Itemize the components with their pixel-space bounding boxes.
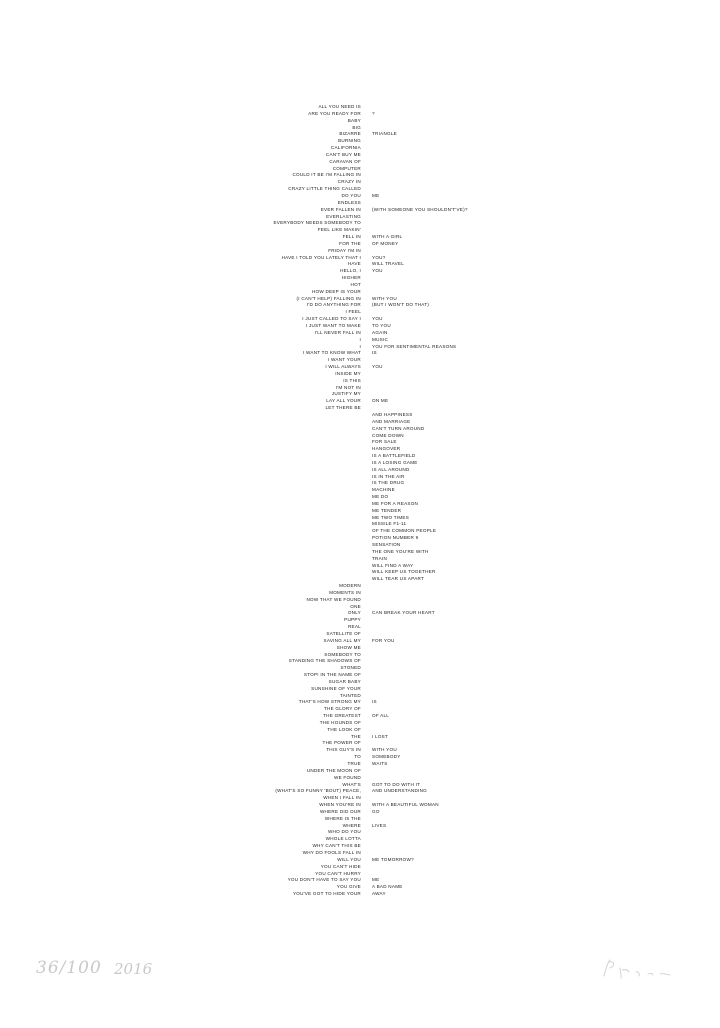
poem-line: [0, 439, 720, 446]
poem-line: [0, 207, 720, 214]
poem-line-left: WHEN YOU'RE IN: [319, 802, 361, 808]
poem-line-right: ME TOMORROW?: [372, 856, 414, 862]
poem-line-left: THE HOUNDS OF: [319, 719, 361, 725]
poem-line: [0, 480, 720, 487]
poem-line-left: EVERLASTING: [326, 213, 361, 219]
poem-line-right: MACHINE: [372, 487, 395, 493]
poem-line: [0, 131, 720, 138]
poem-line-left: SHOW ME: [336, 644, 361, 650]
poem-line-right: A BAD NAME: [372, 884, 403, 890]
poem-line: [0, 172, 720, 179]
poem-line: [0, 788, 720, 795]
poem-line: [0, 296, 720, 303]
poem-line-right: ?: [372, 110, 375, 116]
poem-line-left: LET THERE BE: [325, 405, 361, 411]
poem-line-left: THE GLORY OF: [323, 706, 361, 712]
poem-line-left: MOMENTS IN: [329, 589, 361, 595]
poem-line: [0, 836, 720, 843]
poem-line: [0, 521, 720, 528]
poem-line-left: WE FOUND: [333, 774, 361, 780]
poem-line-right: FOR YOU: [372, 637, 395, 643]
poem-line: [0, 241, 720, 248]
poem-line: [0, 638, 720, 645]
poem-line: [0, 220, 720, 227]
poem-line-left: THE: [351, 733, 361, 739]
poem-line: [0, 617, 720, 624]
poem-line-right: TRIANGLE: [372, 131, 397, 137]
poem-line: [0, 302, 720, 309]
poem-line-right: (WITH SOMEONE YOU SHOULDN'T'VE)?: [372, 206, 468, 212]
poem-line: [0, 289, 720, 296]
poem-line: [0, 275, 720, 282]
poem-line: [0, 186, 720, 193]
poem-line: [0, 166, 720, 173]
poem-line: [0, 371, 720, 378]
poem-line: [0, 542, 720, 549]
poem-line-right: TO YOU: [372, 323, 391, 328]
poem-line-left: I FEEL: [345, 309, 361, 315]
poem-line-right: POTION NUMBER 9: [372, 535, 419, 541]
poem-line: [0, 248, 720, 255]
poem-line-left: WHY DO FOOLS FALL IN: [302, 849, 361, 855]
poem-line: [0, 864, 720, 871]
poem-line-left: LAY ALL YOUR: [326, 398, 361, 404]
poem-line-right: (BUT I WON'T DO THAT): [372, 302, 430, 308]
poem-line: [0, 549, 720, 556]
poem-line-right: COME DOWN: [372, 432, 404, 438]
poem-line-left: WILL YOU: [337, 856, 361, 862]
poem-line: [0, 138, 720, 145]
poem-line: [0, 699, 720, 706]
poem-line-left: HAVE I TOLD YOU LATELY THAT I: [281, 254, 361, 260]
poem-line-right: YOU: [372, 316, 383, 322]
poem-line: [0, 535, 720, 542]
poem-line: [0, 645, 720, 652]
poem-line: [0, 118, 720, 125]
poem-line-right: ME TENDER: [372, 507, 402, 513]
poem-line: [0, 261, 720, 268]
poem-line-right: ME FOR A REASON: [372, 500, 419, 506]
poem-line-left: IS THIS: [343, 377, 361, 383]
poem-line-left: BABY: [347, 117, 361, 123]
poem-line-left: WHO DO YOU: [327, 829, 361, 835]
poem-line-left: SOMEBODY TO: [324, 651, 361, 657]
poem-line: [0, 159, 720, 166]
poem-line: [0, 720, 720, 727]
poem-line: [0, 357, 720, 364]
poem-line-right: CAN'T TURN AROUND: [372, 425, 425, 431]
edition-number: 36/100: [36, 958, 102, 978]
poem-line: [0, 487, 720, 494]
poem-line-right: FOR SALE: [372, 439, 397, 445]
poem-line-left: REAL: [347, 624, 361, 630]
poem-line-right: HANGOVER: [372, 446, 401, 452]
poem-line: [0, 433, 720, 440]
poem-line: [0, 679, 720, 686]
poem-line: [0, 563, 720, 570]
poem-line: [0, 255, 720, 262]
poem-line: [0, 672, 720, 679]
poem-line: [0, 125, 720, 132]
poem-line-left: CAN'T BUY ME: [325, 151, 361, 157]
poem-line-right: SENSATION: [372, 542, 401, 547]
poem-line: [0, 200, 720, 207]
poem-line: [0, 734, 720, 741]
poem-line-left: I: [359, 343, 361, 349]
poem-line-right: IS ALL AROUND: [372, 466, 410, 472]
poem-line-right: YOU: [372, 268, 383, 274]
poem-line: [0, 364, 720, 371]
poem-line-left: YOU'VE GOT TO HIDE YOUR: [292, 891, 361, 897]
poem-line-left: NOW THAT WE FOUND: [306, 596, 361, 602]
poem-line: [0, 494, 720, 501]
poem-line: [0, 829, 720, 836]
poem-line: [0, 446, 720, 453]
poem-line-left: JUSTIFY MY: [331, 391, 361, 397]
poem-line: [0, 104, 720, 111]
poem-line: [0, 508, 720, 515]
poem-line: [0, 385, 720, 392]
poem-line-right: WILL FIND A WAY: [372, 562, 414, 568]
poem-line-right: WITH YOU: [372, 295, 397, 301]
poem-line: [0, 419, 720, 426]
poem-line-left: UNDER THE MOON OF: [306, 767, 361, 773]
poem-line: [0, 740, 720, 747]
poem-line-left: EVERYBODY NEEDS SOMEBODY TO: [273, 220, 361, 226]
poem-line-left: EVER FALLEN IN: [320, 206, 361, 212]
poem-line-right: LIVES: [372, 822, 387, 828]
poem-line-left: ARE YOU READY FOR: [308, 110, 361, 116]
poem-line-left: SATELLITE OF: [326, 630, 361, 636]
poem-line: [0, 391, 720, 398]
poem-line-left: THAT'S HOW STRONG MY: [298, 699, 361, 705]
poem-line-right: OF ALL: [372, 713, 390, 719]
poem-line: [0, 474, 720, 481]
poem-line: [0, 775, 720, 782]
poem-line: [0, 850, 720, 857]
poem-line: [0, 877, 720, 884]
poem-line-right: ME DO: [372, 494, 389, 500]
poem-line-left: BURNING: [338, 138, 361, 144]
poem-line-left: YOU DON'T HAVE TO SAY YOU: [287, 877, 361, 883]
poem-line: [0, 227, 720, 234]
poem-line-left: INSIDE MY: [335, 370, 361, 376]
poem-line-right: ME: [372, 192, 380, 198]
year-inscription: 2016: [114, 960, 153, 978]
poem-line-right: YOU FOR SENTIMENTAL REASONS: [372, 343, 457, 349]
poem-line: [0, 214, 720, 221]
poem-line-right: TRAIN: [372, 555, 388, 561]
poem-line-right: WITH A GIRL: [372, 234, 403, 240]
poem-line-left: FELL IN: [342, 234, 361, 240]
poem-line: [0, 754, 720, 761]
poem-line-right: WITH A BEAUTIFUL WOMAN: [372, 802, 439, 808]
poem-line: [0, 891, 720, 898]
poem-line: [0, 843, 720, 850]
poem-line-right: YOU?: [372, 254, 386, 260]
poem-line-left: WHY CAN'T THIS BE: [312, 843, 361, 849]
poem-line: [0, 747, 720, 754]
poem-line-right: WILL TEAR US APART: [372, 576, 425, 582]
poem-line: [0, 693, 720, 700]
poem-line-left: I JUST CALLED TO SAY I: [302, 316, 361, 322]
poem-line-right: GOT TO DO WITH IT: [372, 781, 421, 787]
poem-line-right: AND MARRIAGE: [372, 418, 411, 424]
poem-line: [0, 152, 720, 159]
poem-line: [0, 706, 720, 713]
poem-line-right: I LOST: [372, 733, 389, 739]
poem-line: [0, 145, 720, 152]
poem-line: [0, 344, 720, 351]
poem-line-right: YOU: [372, 364, 383, 370]
poem-line: [0, 823, 720, 830]
poem-line: [0, 350, 720, 357]
poem-line-right: WITH YOU: [372, 747, 397, 753]
poem-line-right: WILL TRAVEL: [372, 261, 405, 267]
poem-line: [0, 234, 720, 241]
poem-line: [0, 802, 720, 809]
poem-line-left: TO: [354, 754, 361, 760]
poem-line: [0, 316, 720, 323]
poem-line: [0, 460, 720, 467]
poem-line-left: WHOLE LOTTA: [325, 836, 361, 842]
poem-line-left: SUNSHINE OF YOUR: [311, 685, 361, 691]
poem-line-left: DO YOU: [341, 192, 361, 198]
poem-line-left: HOW DEEP IS YOUR: [311, 288, 361, 294]
poem-line: [0, 193, 720, 200]
poem-line-right: AGAIN: [372, 329, 388, 335]
poem-line-left: THIS GUY'S IN: [326, 747, 361, 753]
poem-line: [0, 576, 720, 583]
poem-line: [0, 378, 720, 385]
poem-line: [0, 111, 720, 118]
poem-line: [0, 652, 720, 659]
poem-line: [0, 713, 720, 720]
poem-line: [0, 686, 720, 693]
poem-line-left: THE LOOK OF: [327, 726, 361, 732]
poem-line: [0, 398, 720, 405]
poem-line: [0, 816, 720, 823]
poem-line: [0, 323, 720, 330]
poem-line-left: BIZARRE: [339, 131, 361, 137]
poem-line-left: SAVING ALL MY: [323, 637, 361, 643]
poem-line-left: STONED: [340, 665, 361, 671]
poem-line: [0, 268, 720, 275]
poem-line-right: OF THE COMMON PEOPLE: [372, 528, 437, 534]
poem-line: [0, 405, 720, 412]
song-title-list: [0, 104, 720, 898]
poem-line-left: CRAZY LITTLE THING CALLED: [288, 186, 361, 192]
poem-line-left: I'D DO ANYTHING FOR: [306, 302, 361, 308]
poem-line-left: WHERE: [342, 822, 361, 828]
poem-line-left: CRAZY IN: [337, 179, 361, 185]
poem-line-left: FEEL LIKE MAKIN': [317, 227, 361, 233]
poem-line-left: I'LL NEVER FALL IN: [314, 329, 361, 335]
poem-line: [0, 426, 720, 433]
poem-line-left: WHAT'S: [342, 781, 361, 787]
poem-line: [0, 515, 720, 522]
poem-line-right: AWAY: [372, 891, 386, 897]
poem-line-left: ONLY: [347, 610, 361, 616]
poem-line-left: WHERE DID OUR: [319, 808, 361, 814]
poem-line: [0, 337, 720, 344]
poem-line: [0, 857, 720, 864]
poem-line: [0, 467, 720, 474]
poem-line-right: OF MONEY: [372, 240, 399, 246]
poem-line: [0, 665, 720, 672]
poem-line-left: BIG: [352, 124, 361, 130]
poem-line: [0, 309, 720, 316]
poem-line-left: I JUST WANT TO MAKE: [305, 323, 361, 328]
poem-line-left: I'M NOT IN: [335, 384, 361, 390]
poem-line: [0, 528, 720, 535]
poem-line: [0, 768, 720, 775]
poem-line-right: AND HAPPINESS: [372, 411, 413, 417]
poem-line-right: ME: [372, 877, 380, 883]
poem-line: [0, 884, 720, 891]
poem-line-right: IS A LOSING GAME: [372, 459, 418, 465]
poem-line: [0, 604, 720, 611]
poem-line-right: IS A BATTLEFIELD: [372, 453, 416, 459]
poem-line: [0, 590, 720, 597]
poem-line-left: YOU GIVE: [336, 884, 361, 890]
poem-line: [0, 624, 720, 631]
artist-signature: [598, 956, 678, 982]
poem-line: [0, 727, 720, 734]
poem-line-right: THE ONE YOU'RE WITH: [372, 548, 429, 554]
poem-line-left: I WANT TO KNOW WHAT: [302, 350, 361, 356]
poem-line-left: TRUE: [347, 761, 361, 766]
poem-line: [0, 453, 720, 460]
poem-line: [0, 179, 720, 186]
poem-line-left: ALL YOU NEED IS: [318, 104, 361, 109]
poem-line-left: THE POWER OF: [322, 740, 361, 746]
poem-line-right: GO: [372, 808, 380, 814]
poem-line-right: ON ME: [372, 398, 389, 404]
poem-line-left: WHERE IS THE: [324, 815, 361, 821]
poem-line: [0, 871, 720, 878]
poem-line-left: THE GREATEST: [323, 713, 361, 719]
poem-line-left: I WANT YOUR: [327, 357, 361, 363]
poem-line: [0, 597, 720, 604]
poem-line: [0, 583, 720, 590]
poem-line: [0, 569, 720, 576]
poem-line-right: MISSILE F1-11: [372, 521, 407, 527]
poem-line-left: CALIFORNIA: [330, 145, 361, 151]
poem-line-left: HELLO, I: [340, 268, 361, 274]
poem-line-right: IS IN THE AIR: [372, 473, 405, 479]
poem-line-left: FOR THE: [339, 240, 361, 246]
poem-line-right: IS: [372, 699, 377, 705]
poem-line-left: HIGHER: [341, 275, 361, 281]
poem-line-right: IS: [372, 350, 377, 356]
poem-line: [0, 782, 720, 789]
poem-line-left: COULD IT BE I'M FALLING IN: [292, 172, 361, 178]
poem-line-right: CAN BREAK YOUR HEART: [372, 610, 435, 616]
poem-line-right: WILL KEEP US TOGETHER: [372, 569, 436, 575]
poem-line-right: MUSIC: [372, 336, 389, 342]
poem-line-left: I WILL ALWAYS: [325, 364, 361, 370]
poem-line-left: TAINTED: [339, 692, 361, 698]
poem-line: [0, 501, 720, 508]
poem-line-left: ONE: [350, 603, 361, 609]
poem-line: [0, 610, 720, 617]
poem-line-left: MODERN: [339, 583, 361, 589]
poem-line-left: YOU CAN'T HIDE: [320, 863, 361, 869]
poem-line-left: COMPUTER: [332, 165, 361, 171]
poem-line-right: IS THE DRUG: [372, 480, 405, 486]
poem-line-right: ME TWO TIMES: [372, 514, 410, 520]
poem-line: [0, 282, 720, 289]
poem-line: [0, 556, 720, 563]
poem-line: [0, 330, 720, 337]
poem-line-left: (I CAN'T HELP) FALLING IN: [296, 295, 361, 301]
poem-line: [0, 658, 720, 665]
poem-line-left: WHEN I FALL IN: [323, 795, 361, 801]
poem-line: [0, 809, 720, 816]
poem-line: [0, 761, 720, 768]
poem-line: [0, 795, 720, 802]
poem-line-left: PUPPY: [344, 617, 361, 623]
poem-line-left: CARAVAN OF: [329, 158, 361, 164]
poem-line-left: FRIDAY I'M IN: [328, 247, 361, 253]
poem-line-left: I: [359, 336, 361, 342]
poem-line-right: WAITS: [372, 761, 388, 766]
poem-line-left: HOT: [350, 281, 361, 287]
poem-line-left: STOP! IN THE NAME OF: [303, 672, 361, 678]
poem-line: [0, 412, 720, 419]
poem-line-right: AND UNDERSTANDING: [372, 788, 427, 794]
poem-line-left: ENDLESS: [337, 199, 361, 205]
poem-line-left: YOU CAN'T HURRY: [315, 870, 361, 876]
poem-line-left: (WHAT'S SO FUNNY 'BOUT) PEACE,: [275, 788, 361, 794]
poem-line-left: STANDING THE SHADOWS OF: [288, 658, 361, 664]
poem-line-right: SOMEBODY: [372, 754, 401, 760]
poem-line-left: HAVE: [347, 261, 361, 267]
poem-line: [0, 631, 720, 638]
poem-line-left: SUGAR BABY: [328, 678, 361, 684]
